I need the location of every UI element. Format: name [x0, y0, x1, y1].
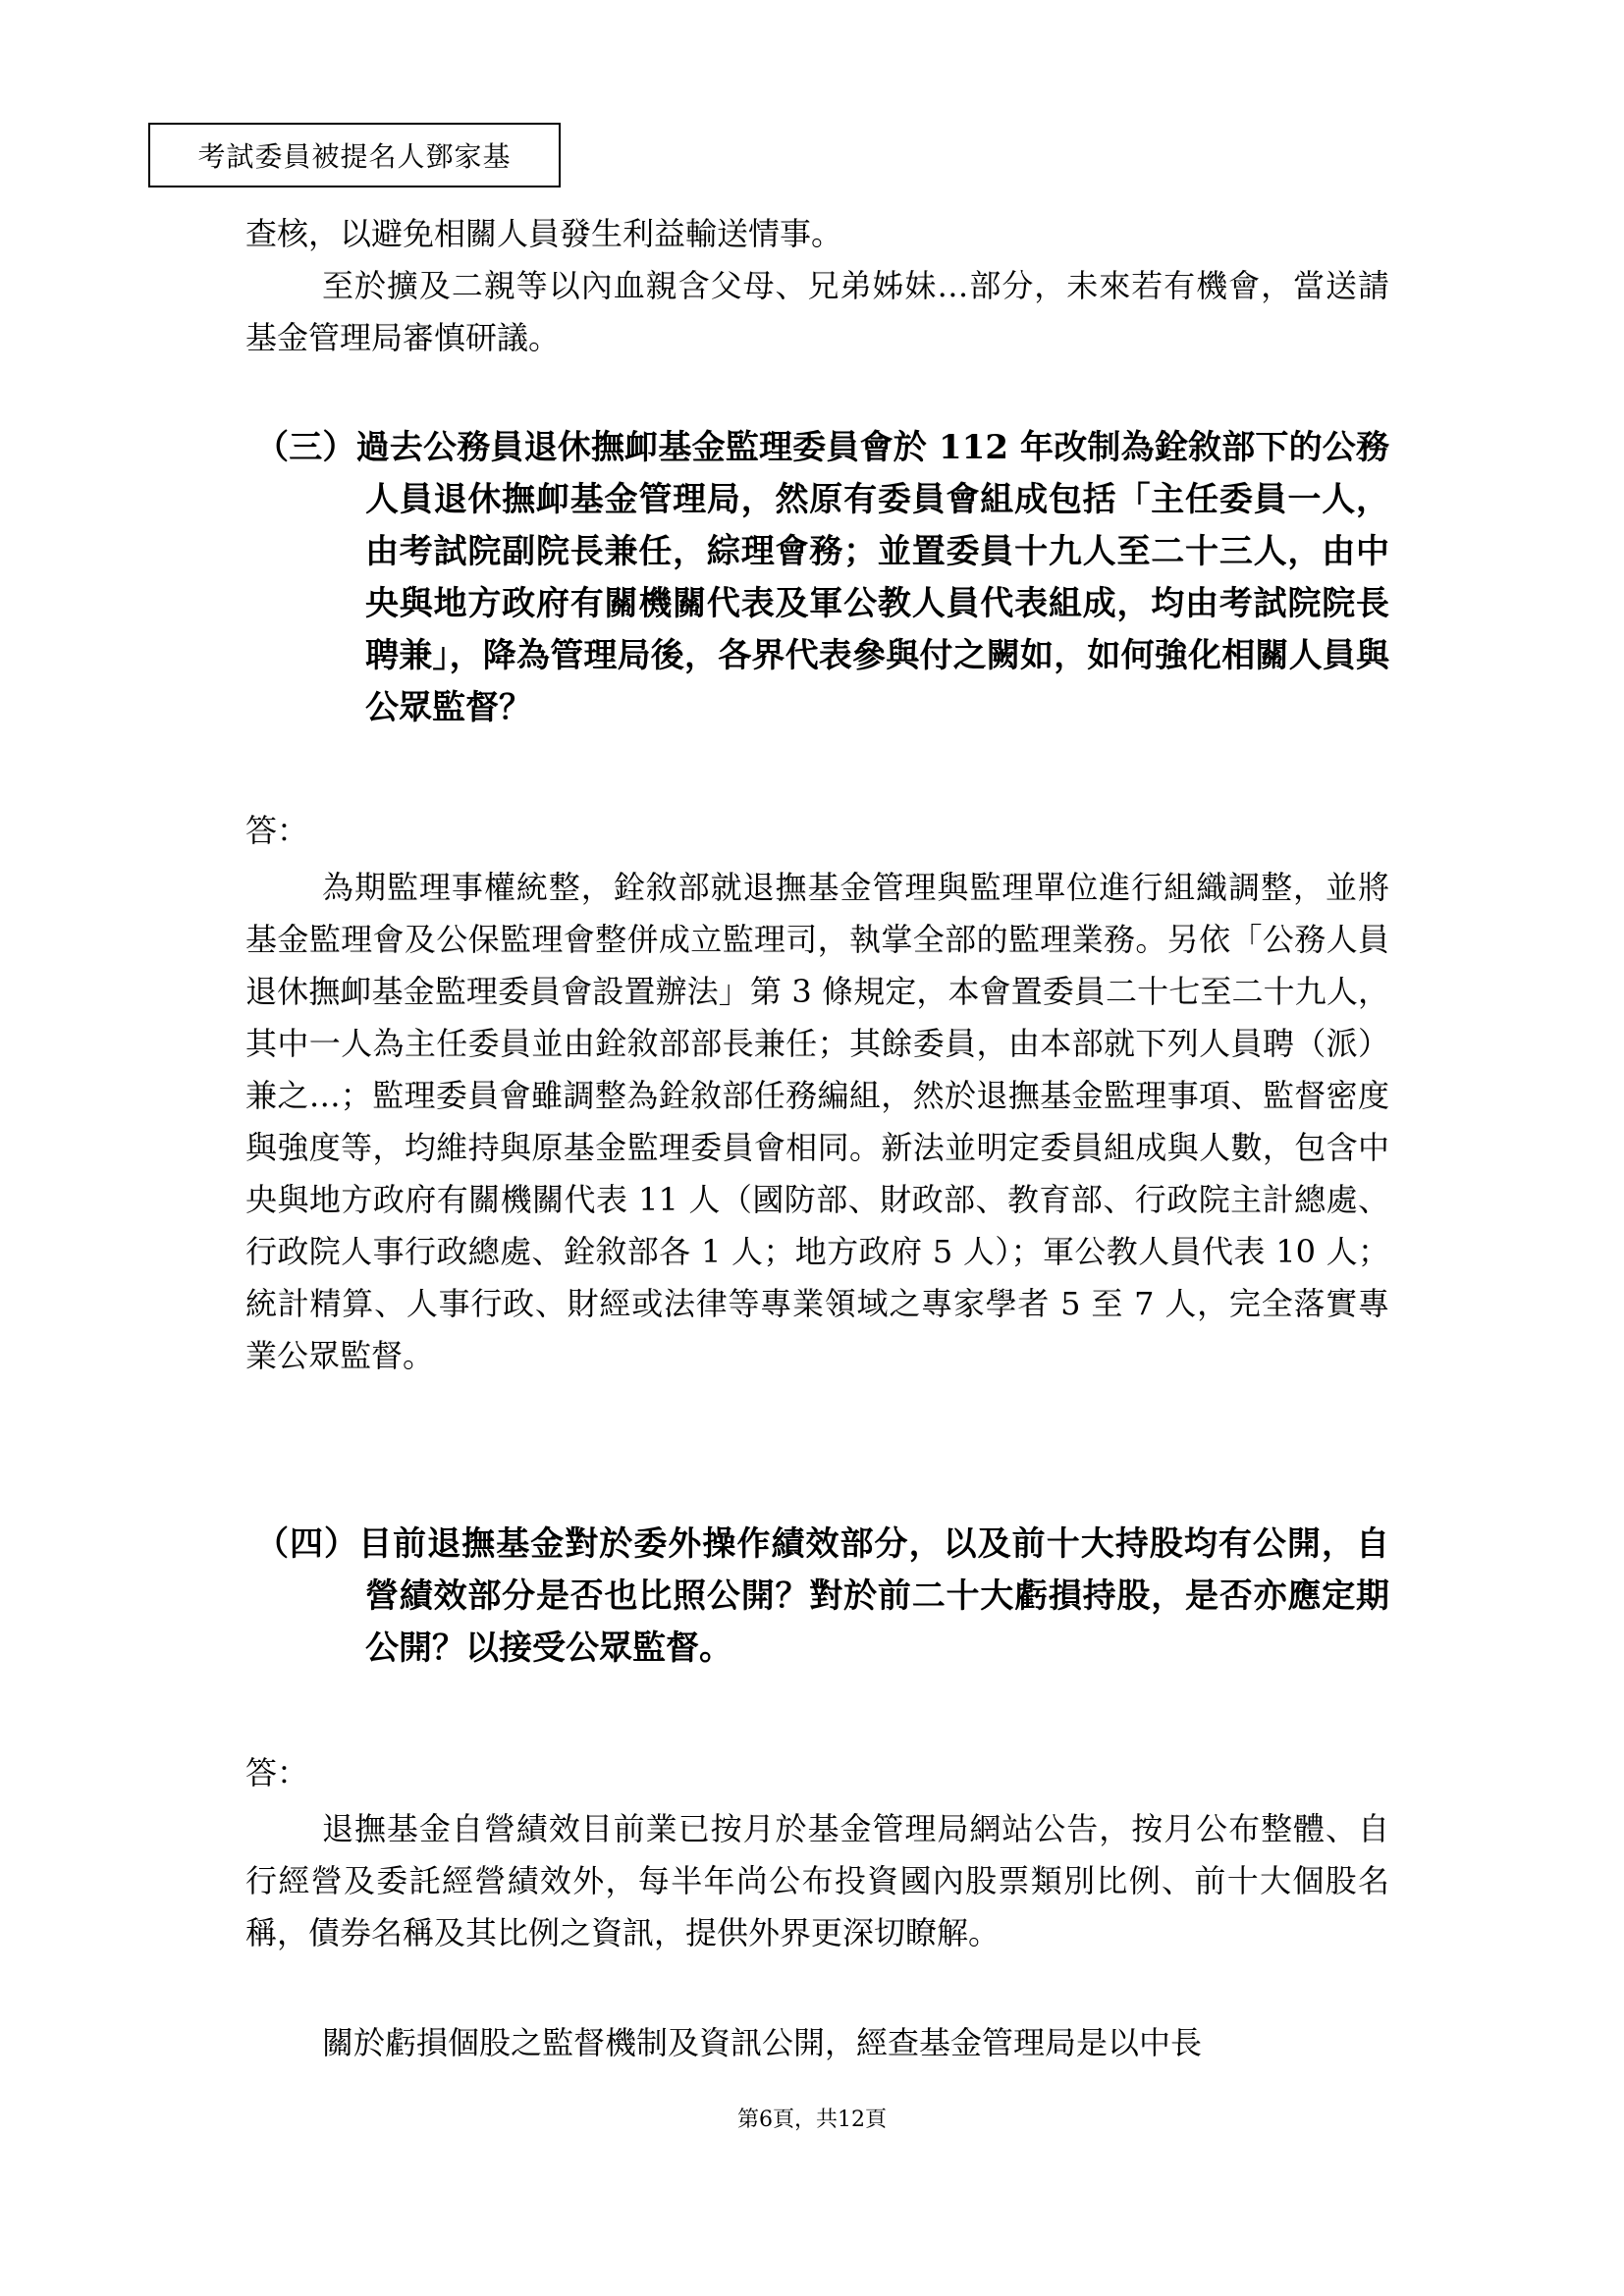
- header-label-box: [148, 123, 561, 187]
- page-number: 第6頁，共12頁: [737, 2108, 887, 2132]
- question-3: （三）過去公務員退休撫卹基金監理委員會於 112 年改制為銓敘部下的公務人員退休撫卹基金管理局，然原有委員會組成包括「主任委員一人，由考試院副院長兼任，綜理會務；並置委員十九人至二十三人，由中央與地方政府有關機關代表及軍公教人員代表組成，均由考試院院長聘兼」，降為管理局後，各界代表參與付之闕如，如何強化相關人員與公眾監督？: [255, 428, 1389, 727]
- paragraph-continuation: 查核，以避免相關人員發生利益輸送情事。: [245, 215, 843, 252]
- answer-3-text: 為期監理事權統整，銓敘部就退撫基金管理與監理單位進行組織調整，並將基金監理會及公保監理會整併成立監理司，執掌全部的監理業務。另依「公務人員退休撫卹基金監理委員會設置辦法」第 3 條規定，本會置委員二十七至二十九人，其中一人為主任委員並由銓敘部部長兼任；其餘委員，由本部就下列人員聘（派）兼之…；監理委員會雖調整為銓敘部任務編組，然於退撫基金監理事項、監督密度與強度等，均維持與原基金監理委員會相同。新法並明定委員組成與人數，包含中央與地方政府有關機關代表 11 人（國防部、財政部、教育部、行政院主計總處、行政院人事行政總處、銓敘部各 1 人；地方政府 5 人）；軍公教人員代表 10 人；統計精算、人事行政、財經或法律等專業領域之專家學者 5 至 7 人，完全落實專業公眾監督。: [245, 869, 1389, 1374]
- answer-4-paragraph-1: 退撫基金自營績效目前業已按月於基金管理局網站公告，按月公布整體、自行經營及委託經營績效外，每半年尚公布投資國內股票類別比例、前十大個股名稱，債券名稱及其比例之資訊，提供外界更深切瞭解。: [245, 1810, 1389, 1951]
- paragraph-relatives: 至於擴及二親等以內血親含父母、兄弟姊妹…部分，未來若有機會，當送請基金管理局審慎研議。: [245, 267, 1389, 356]
- question-4: （四）目前退撫基金對於委外操作績效部分，以及前十大持股均有公開，自營績效部分是否也比照公開？對於前二十大虧損持股，是否亦應定期公開？以接受公眾監督。: [255, 1524, 1389, 1668]
- header-label: 考試委員被提名人鄧家基: [197, 140, 512, 173]
- answer-4-paragraph-2: 關於虧損個股之監督機制及資訊公開，經查基金管理局是以中長: [322, 2024, 1203, 2061]
- answer-3-label: 答：: [245, 812, 309, 849]
- answer-4-label: 答：: [245, 1754, 309, 1791]
